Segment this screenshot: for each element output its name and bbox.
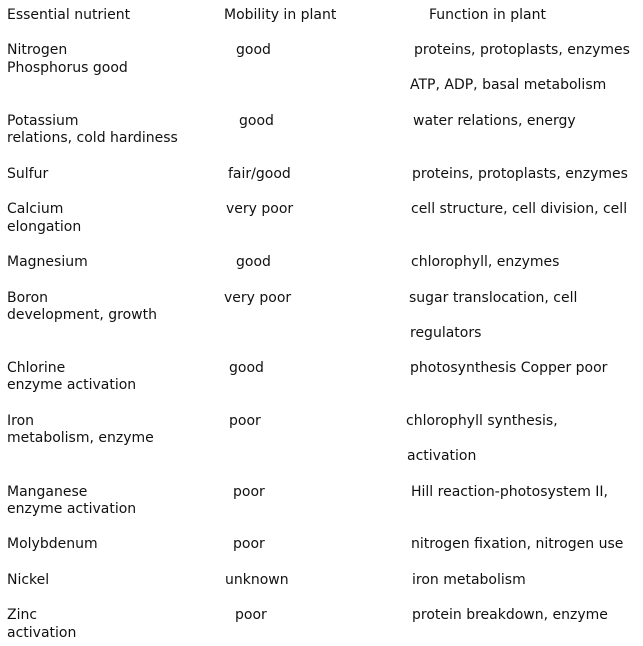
nutrient-name: elongation [7,219,82,235]
mobility-value: good [236,42,271,58]
nutrient-name: Molybdenum [7,536,98,552]
nutrient-name: Potassium [7,113,79,129]
nutrient-name: relations, cold hardiness [7,130,178,146]
nutrient-name: Iron [7,413,35,429]
function-text: photosynthesis Copper poor [410,360,608,376]
mobility-value: good [239,113,274,129]
mobility-value: very poor [226,201,294,217]
function-text: proteins, protoplasts, enzymes [412,166,628,182]
nutrient-name: enzyme activation [7,501,137,517]
mobility-value: poor [233,536,265,552]
nutrient-name: Boron [7,290,49,306]
function-text: water relations, energy [413,113,576,129]
nutrient-name: enzyme activation [7,377,137,393]
mobility-value: very poor [224,290,292,306]
function-text: activation [407,448,477,464]
mobility-value: poor [229,413,261,429]
nutrient-name: Nitrogen [7,42,68,58]
header-mobility: Mobility in plant [224,7,337,23]
function-text: nitrogen fixation, nitrogen use [411,536,624,552]
mobility-value: poor [235,607,267,623]
nutrient-name: Zinc [7,607,38,623]
nutrient-name: Phosphorus good [7,60,128,76]
nutrient-name: Calcium [7,201,64,217]
function-text: iron metabolism [412,572,526,588]
mobility-value: poor [233,484,265,500]
nutrient-name: Chlorine [7,360,66,376]
nutrient-name: development, growth [7,307,157,323]
function-text: Hill reaction-photosystem II, [411,484,609,500]
function-text: ATP, ADP, basal metabolism [410,77,607,93]
mobility-value: good [236,254,271,270]
header-nutrient: Essential nutrient [7,7,131,23]
mobility-value: fair/good [228,166,291,182]
function-text: proteins, protoplasts, enzymes [414,42,630,58]
nutrient-name: activation [7,625,77,641]
function-text: cell structure, cell division, cell [411,201,628,217]
nutrient-name: Magnesium [7,254,88,270]
nutrient-name: metabolism, enzyme [7,430,154,446]
function-text: regulators [410,325,482,341]
header-function: Function in plant [429,7,546,23]
nutrient-name: Sulfur [7,166,49,182]
function-text: sugar translocation, cell [409,290,578,306]
nutrient-name: Manganese [7,484,88,500]
mobility-value: unknown [225,572,289,588]
function-text: protein breakdown, enzyme [412,607,608,623]
function-text: chlorophyll, enzymes [411,254,560,270]
mobility-value: good [229,360,264,376]
nutrient-name: Nickel [7,572,50,588]
function-text: chlorophyll synthesis, [406,413,558,429]
